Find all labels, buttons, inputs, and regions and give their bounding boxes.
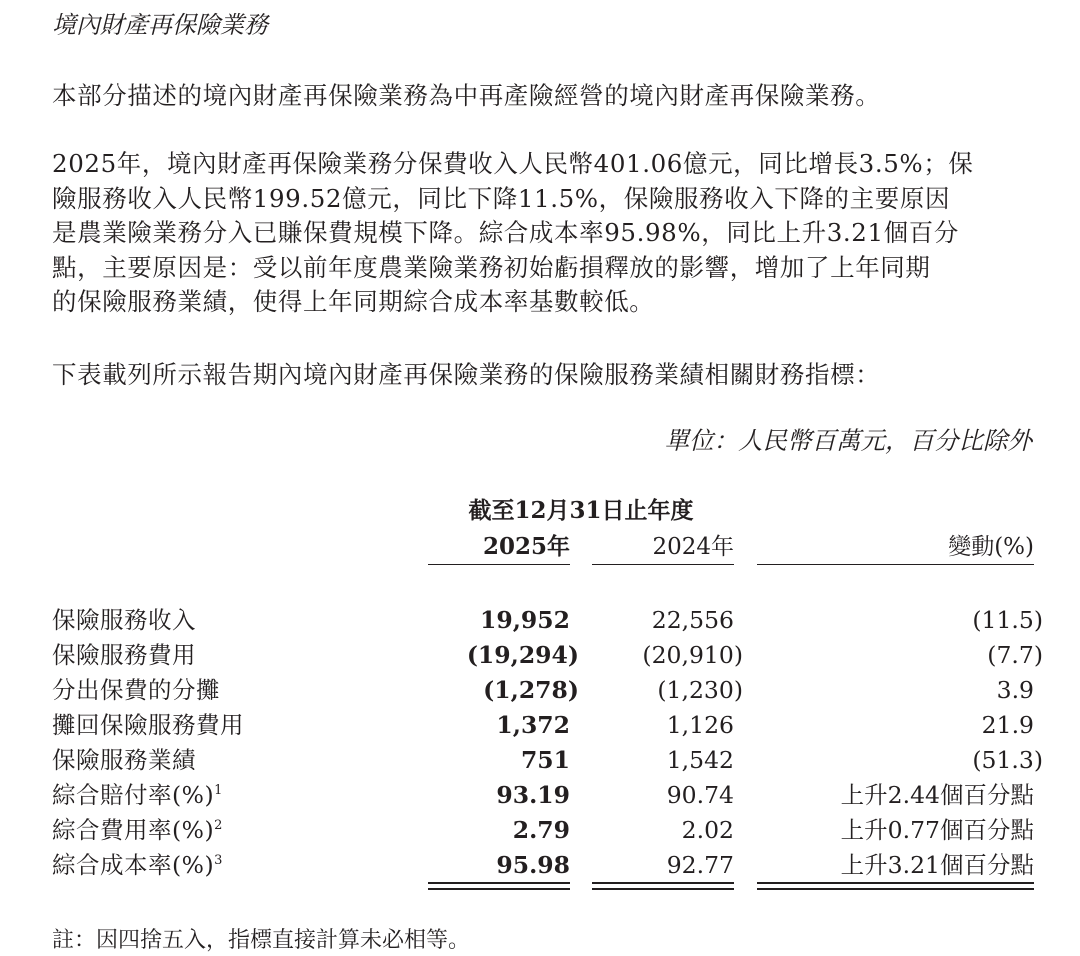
- total-double-rule: [592, 882, 734, 890]
- paragraph-line: 的保險服務業績，使得上年同期綜合成本率基數較低。: [52, 287, 655, 316]
- value-change: 21.9: [981, 711, 1034, 739]
- row-label: 保險服務費用: [52, 641, 196, 669]
- value-change: 上升2.44個百分點: [840, 781, 1034, 809]
- row-label: 保險服務收入: [52, 606, 196, 634]
- value-2025: 1,372: [496, 711, 570, 739]
- value-change: 上升3.21個百分點: [840, 851, 1034, 879]
- column-header-2025: 2025年: [482, 533, 570, 560]
- value-2025: 19,952: [480, 606, 570, 634]
- paragraph-line: 是農業險業務分入已賺保費規模下降。綜合成本率95.98%，同比上升3.21個百分: [52, 218, 959, 247]
- value-2025: 2.79: [512, 816, 570, 844]
- unit-note: 單位：人民幣百萬元，百分比除外: [664, 426, 1032, 455]
- table-intro-paragraph: [52, 358, 1037, 393]
- row-label: 保險服務業績: [52, 746, 196, 774]
- header-rule: [428, 564, 570, 565]
- value-2025: 93.19: [496, 781, 570, 809]
- summary-paragraph: [52, 147, 1037, 320]
- section-title: 境內財產再保險業務: [52, 11, 268, 39]
- value-2025: (1,278): [483, 676, 579, 704]
- value-change: 3.9: [996, 676, 1034, 704]
- table-row: [0, 743, 1080, 778]
- table-row: [0, 673, 1080, 708]
- header-rule: [592, 564, 734, 565]
- column-header-change: 變動(%): [948, 534, 1034, 560]
- row-label: 分出保費的分攤: [52, 676, 220, 704]
- paragraph-line: 險服務收入人民幣199.52億元，同比下降11.5%，保險服務收入下降的主要原因: [52, 183, 951, 213]
- total-double-rule: [757, 882, 1034, 890]
- value-2024: 1,542: [666, 746, 734, 774]
- total-double-rule: [428, 882, 570, 890]
- paragraph-line: 本部分描述的境內財產再保險業務為中再產險經營的境內財產再保險業務。: [52, 81, 881, 110]
- value-2024: 22,556: [651, 606, 734, 634]
- row-label: 綜合成本率(%)$^3$: [52, 851, 223, 879]
- value-change: (7.7): [987, 641, 1043, 669]
- value-2024: (20,910): [642, 641, 743, 669]
- value-2024: 90.74: [666, 781, 734, 809]
- intro-paragraph: [52, 79, 1037, 114]
- value-change: (51.3): [972, 746, 1043, 774]
- value-2025: 95.98: [496, 851, 570, 879]
- value-change: 上升0.77個百分點: [840, 816, 1034, 844]
- header-rule: [757, 564, 1034, 565]
- table-row: [0, 603, 1080, 638]
- table-row: [0, 638, 1080, 673]
- value-change: (11.5): [972, 606, 1043, 634]
- value-2025: 751: [520, 746, 570, 774]
- value-2024: 2.02: [681, 816, 734, 844]
- table-group-header: 截至12月31日止年度: [468, 497, 694, 524]
- footnote: 註：因四捨五入，指標直接計算未必相等。: [52, 928, 471, 953]
- table-row: [0, 848, 1080, 883]
- paragraph-line: 點，主要原因是：受以前年度農業險業務初始虧損釋放的影響，增加了上年同期: [52, 252, 931, 282]
- column-header-2024: 2024年: [652, 534, 734, 560]
- row-label: 攤回保險服務費用: [52, 711, 244, 739]
- value-2024: 92.77: [666, 851, 734, 879]
- row-label: 綜合賠付率(%)$^1$: [52, 781, 223, 809]
- paragraph-line: 下表載列所示報告期內境內財產再保險業務的保險服務業績相關財務指標：: [52, 360, 881, 389]
- value-2024: (1,230): [657, 676, 743, 704]
- table-row: [0, 708, 1080, 743]
- value-2025: (19,294): [466, 641, 579, 669]
- value-2024: 1,126: [666, 711, 734, 739]
- table-row: [0, 778, 1080, 813]
- row-label: 綜合費用率(%)$^2$: [52, 816, 223, 844]
- paragraph-line: 2025年，境內財產再保險業務分保費收入人民幣401.06億元，同比增長3.5%；保: [52, 149, 974, 178]
- table-row: [0, 813, 1080, 848]
